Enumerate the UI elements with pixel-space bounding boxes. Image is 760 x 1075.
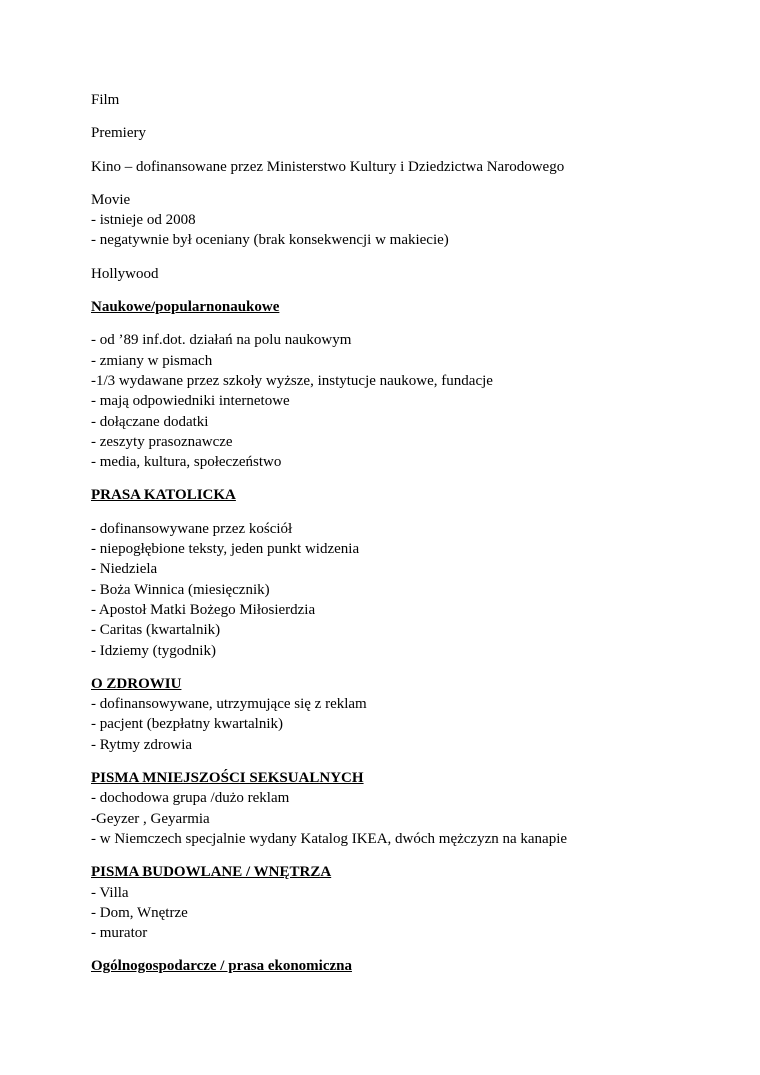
list-item: -1/3 wydawane przez szkoły wyższe, instytucje naukowe, fundacje [91,372,493,389]
paragraph-hollywood [91,264,711,284]
section-zdrowie [91,674,711,755]
heading-text: PISMA BUDOWLANE / WNĘTRZA [91,864,332,881]
list-item: - zmiany w pismach [91,352,213,369]
text-line: Hollywood [91,265,159,282]
list-item: - dofinansowywane, utrzymujące się z reklam [91,696,367,713]
list-item: - murator [91,925,148,942]
section-heading-naukowe [91,297,711,317]
section-mniejszosci [91,768,711,849]
list-item: - Boża Winnica (miesięcznik) [91,581,270,598]
list-item: - pacjent (bezpłatny kwartalnik) [91,716,283,733]
text-line: Film [91,92,120,108]
list-item: - dołączane dodatki [91,413,209,430]
list-item: - Niedziela [91,561,158,578]
list-item: - Villa [91,884,129,901]
list-item: - dofinansowywane przez kościół [91,520,293,537]
list-item: - media, kultura, społeczeństwo [91,454,282,471]
list-item: - Apostoł Matki Bożego Miłosierdzia [91,601,316,618]
heading-text: Ogólnogospodarcze / prasa ekonomiczna [91,958,352,975]
text-line: Kino – dofinansowane przez Ministerstwo Kultury i Dziedzictwa Narodowego [91,158,565,175]
paragraph-kino [91,157,711,177]
list-item: - Idziemy (tygodnik) [91,642,216,659]
section-heading-gospodarcze [91,956,711,976]
list-item: -Geyzer , Geyarmia [91,810,210,827]
list-item: - Rytmy zdrowia [91,736,193,753]
list-item: - Caritas (kwartalnik) [91,622,221,639]
paragraph-film [91,90,711,110]
section-heading-katolicka [91,485,711,505]
list-item: - dochodowa grupa /dużo reklam [91,790,290,807]
paragraph-movie [91,190,711,251]
heading-text: PRASA KATOLICKA [91,487,236,504]
list-katolicka [91,519,711,661]
list-item: - istnieje od 2008 [91,212,196,229]
heading-text: Naukowe/popularnonaukowe [91,299,280,316]
list-item: - Dom, Wnętrze [91,904,188,921]
text-line: Premiery [91,125,146,142]
section-budowlane [91,862,711,943]
list-item: - mają odpowiedniki internetowe [91,393,290,410]
heading-text: PISMA MNIEJSZOŚCI SEKSUALNYCH [91,770,364,787]
text-line: Movie [91,191,131,208]
list-item: - negatywnie był oceniany (brak konsekwencji w makiecie) [91,232,449,249]
heading-text: O ZDROWIU [91,675,182,692]
list-naukowe [91,330,711,472]
paragraph-premiery [91,123,711,143]
document-body [91,90,711,990]
list-item: - zeszyty prasoznawcze [91,433,233,450]
list-item: - w Niemczech specjalnie wydany Katalog IKEA, dwóch mężczyzn na kanapie [91,830,568,847]
list-item: - niepogłębione teksty, jeden punkt widzenia [91,541,360,558]
list-item: - od ’89 inf.dot. działań na polu naukowym [91,332,352,349]
